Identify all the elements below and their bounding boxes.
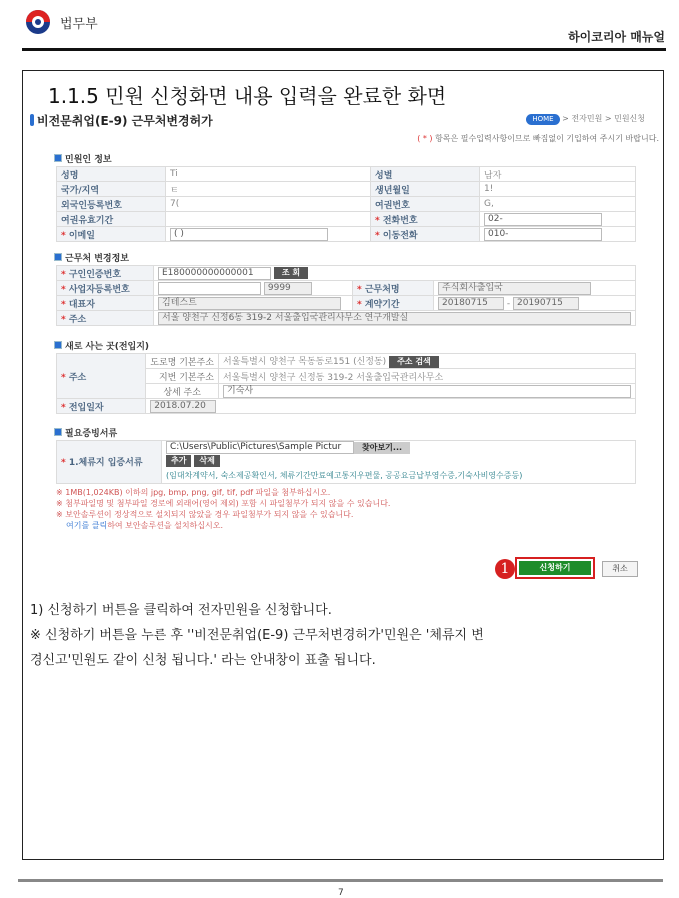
workplace-address-input: 서울 양천구 신정6동 319-2 서울출입국관리사무소 연구개발실: [158, 312, 631, 325]
install-security-line: [56, 520, 390, 531]
passport-expiry-label: 여권유효기간: [57, 212, 166, 227]
mobile-label: * 이동전화: [371, 227, 480, 242]
phone-cell: [480, 212, 636, 227]
breadcrumb-path: > 전자민원 > 민원신청: [562, 114, 645, 123]
job-cert-cell: [154, 266, 636, 281]
phone-label: * 전화번호: [371, 212, 480, 227]
move-date-input[interactable]: 2018.07.20: [150, 400, 216, 413]
detail-address-cell: [219, 384, 636, 399]
residence-address-label: * 주소: [57, 354, 146, 399]
birthdate-value: 1!: [480, 182, 636, 197]
phone-input[interactable]: 02-: [484, 213, 602, 226]
footer-divider: [18, 879, 663, 882]
representative-cell: [154, 296, 353, 311]
ministry-name: 법무부: [60, 17, 98, 32]
header-divider: [22, 48, 666, 51]
workplace-name-input: 주식회사출입국: [438, 282, 591, 295]
mobile-input[interactable]: 010-: [484, 228, 602, 241]
gender-value: 남자: [480, 167, 636, 182]
road-address-value: 서울특별시 양천구 목동동로151 (신정동): [223, 357, 387, 368]
email-input[interactable]: ( ): [170, 228, 328, 241]
step-badge: 1: [495, 559, 515, 579]
workplace-address-label: * 주소: [57, 311, 154, 326]
biz-no-label: * 사업자등록번호: [57, 281, 154, 296]
workplace-heading: [54, 251, 129, 264]
table-row: [57, 197, 636, 212]
cancel-button[interactable]: 취소: [602, 561, 638, 577]
manual-title: 하이코리아 매뉴얼: [568, 30, 665, 44]
lot-address-value: 서울특별시 양천구 신정동 319-2 서울출입국관리사무소: [219, 369, 636, 384]
table-row: [57, 311, 636, 326]
install-security-link[interactable]: 여기를 클릭: [66, 521, 108, 530]
country-value: ㅌ: [166, 182, 371, 197]
workplace-table: [56, 265, 636, 326]
table-row: [57, 266, 636, 281]
alien-reg-value: 7(: [166, 197, 371, 212]
add-file-button[interactable]: 추가: [166, 455, 191, 467]
documents-table: [56, 440, 636, 484]
representative-label: * 대표자: [57, 296, 154, 311]
workplace-heading-text: 근무처 변경정보: [65, 254, 129, 264]
table-row: [57, 167, 636, 182]
name-label: 성명: [57, 167, 166, 182]
gender-label: 성별: [371, 167, 480, 182]
job-cert-label: * 구인인증번호: [57, 266, 154, 281]
passport-no-value: G,: [480, 197, 636, 212]
delete-file-button[interactable]: 삭제: [194, 455, 219, 467]
warning-line: ※ 1MB(1,024KB) 이하의 jpg, bmp, png, gif, tif, pdf 파일을 첨부하십시오.: [56, 488, 331, 497]
mobile-cell: [480, 227, 636, 242]
residence-table: [56, 353, 636, 414]
contract-separator: -: [506, 298, 511, 309]
contract-period-cell: [434, 296, 636, 311]
alien-reg-label: 외국인등록번호: [57, 197, 166, 212]
residence-heading-text: 새로 사는 곳(전입지): [65, 342, 150, 352]
road-address-label: 도로명 기본주소: [146, 354, 219, 369]
section-title: 1.1.5 민원 신청화면 내용 입력을 완료한 화면: [48, 84, 447, 108]
warning-line: ※ 보안솔루션이 정상적으로 설치되지 않았을 경우 파일첨부가 되지 않을 수 있습니다.: [56, 510, 354, 519]
job-cert-input[interactable]: E180000000000001: [158, 267, 271, 280]
lookup-button[interactable]: 조 회: [274, 267, 308, 279]
browse-button[interactable]: 찾아보기...: [354, 442, 410, 454]
detail-address-input[interactable]: 기숙사: [223, 385, 631, 398]
table-row: [57, 227, 636, 242]
government-logo-icon: [26, 10, 50, 34]
residence-proof-label: * 1.체류지 입증서류: [57, 441, 162, 484]
name-value: Ti: [166, 167, 371, 182]
email-cell: [166, 227, 371, 242]
file-path-input[interactable]: C:\Users\Public\Pictures\Sample Pictur: [166, 441, 354, 454]
lot-address-label: 지번 기본주소: [146, 369, 219, 384]
title-bar-icon: [30, 114, 34, 126]
square-bullet-icon: [54, 428, 62, 436]
square-bullet-icon: [54, 154, 62, 162]
biz-no-input-2[interactable]: 9999: [264, 282, 312, 295]
residence-heading: [54, 339, 149, 352]
breadcrumb: [526, 113, 645, 125]
passport-no-label: 여권번호: [371, 197, 480, 212]
apply-button[interactable]: 신청하기: [519, 561, 591, 575]
square-bullet-icon: [54, 341, 62, 349]
move-date-label: * 전입일자: [57, 399, 146, 414]
table-row: [57, 182, 636, 197]
documents-heading-text: 필요증빙서류: [65, 429, 118, 439]
workplace-name-label: * 근무처명: [353, 281, 434, 296]
road-address-cell: [219, 354, 636, 369]
required-star: ( * ): [417, 134, 433, 143]
table-row: [57, 296, 636, 311]
applicant-table: [56, 166, 636, 242]
table-row: [57, 354, 636, 369]
biz-no-cell: [154, 281, 353, 296]
applicant-heading-text: 민원인 정보: [65, 155, 112, 165]
contract-period-label: * 계약기간: [353, 296, 434, 311]
page-title: [30, 112, 213, 129]
workplace-name-cell: [434, 281, 636, 296]
email-label: * 이메일: [57, 227, 166, 242]
detail-address-label: 상세 주소: [146, 384, 219, 399]
biz-no-input-1[interactable]: [158, 282, 261, 295]
table-row: [57, 441, 636, 484]
upload-warnings: [56, 487, 390, 531]
documents-hint: (임대차계약서, 숙소제공확인서, 체류기간만료예고통지우편물, 공공요금납부영수증,기숙사비영수증등): [166, 470, 523, 480]
applicant-heading: [54, 152, 112, 165]
move-date-cell: [146, 399, 636, 414]
required-notice: [417, 133, 659, 144]
contract-from-input: 20180715: [438, 297, 504, 310]
square-bullet-icon: [54, 253, 62, 261]
page-title-text: 비전문취업(E-9) 근무처변경허가: [37, 114, 213, 128]
documents-heading: [54, 426, 117, 439]
apply-button-highlight: [515, 557, 595, 579]
breadcrumb-home[interactable]: HOME: [526, 114, 559, 125]
workplace-address-cell: [154, 311, 636, 326]
residence-proof-cell: [162, 441, 636, 484]
representative-input: 김테스트: [158, 297, 341, 310]
description-line: 경신고'민원도 같이 신청 됩니다.' 라는 안내창이 표출 됩니다.: [30, 653, 376, 668]
contract-to-input: 20190715: [513, 297, 579, 310]
table-row: [57, 212, 636, 227]
table-row: [57, 399, 636, 414]
address-search-button[interactable]: 주소 검색: [389, 356, 439, 368]
notice-text: 항목은 필수입력사항이므로 빠짐없이 기입하여 주시기 바랍니다.: [435, 134, 659, 143]
step-description: [30, 598, 484, 673]
warning-line: ※ 첨부파일명 및 첨부파일 경로에 외래어(영어 제외) 포함 시 파일첨부가 되지 않을 수 있습니다.: [56, 499, 391, 508]
install-security-text: 하여 보안솔루션을 설치하십시오.: [107, 521, 224, 530]
document-header: [0, 0, 679, 60]
passport-expiry-value: [166, 212, 371, 227]
page-number: 7: [338, 888, 344, 898]
description-line: ※ 신청하기 버튼을 누른 후 ''비전문취업(E-9) 근무처변경허가'민원은 '체류지 변: [30, 628, 484, 643]
country-label: 국가/지역: [57, 182, 166, 197]
table-row: [57, 281, 636, 296]
description-line: 1) 신청하기 버튼을 클릭하여 전자민원을 신청합니다.: [30, 603, 332, 618]
birthdate-label: 생년월일: [371, 182, 480, 197]
